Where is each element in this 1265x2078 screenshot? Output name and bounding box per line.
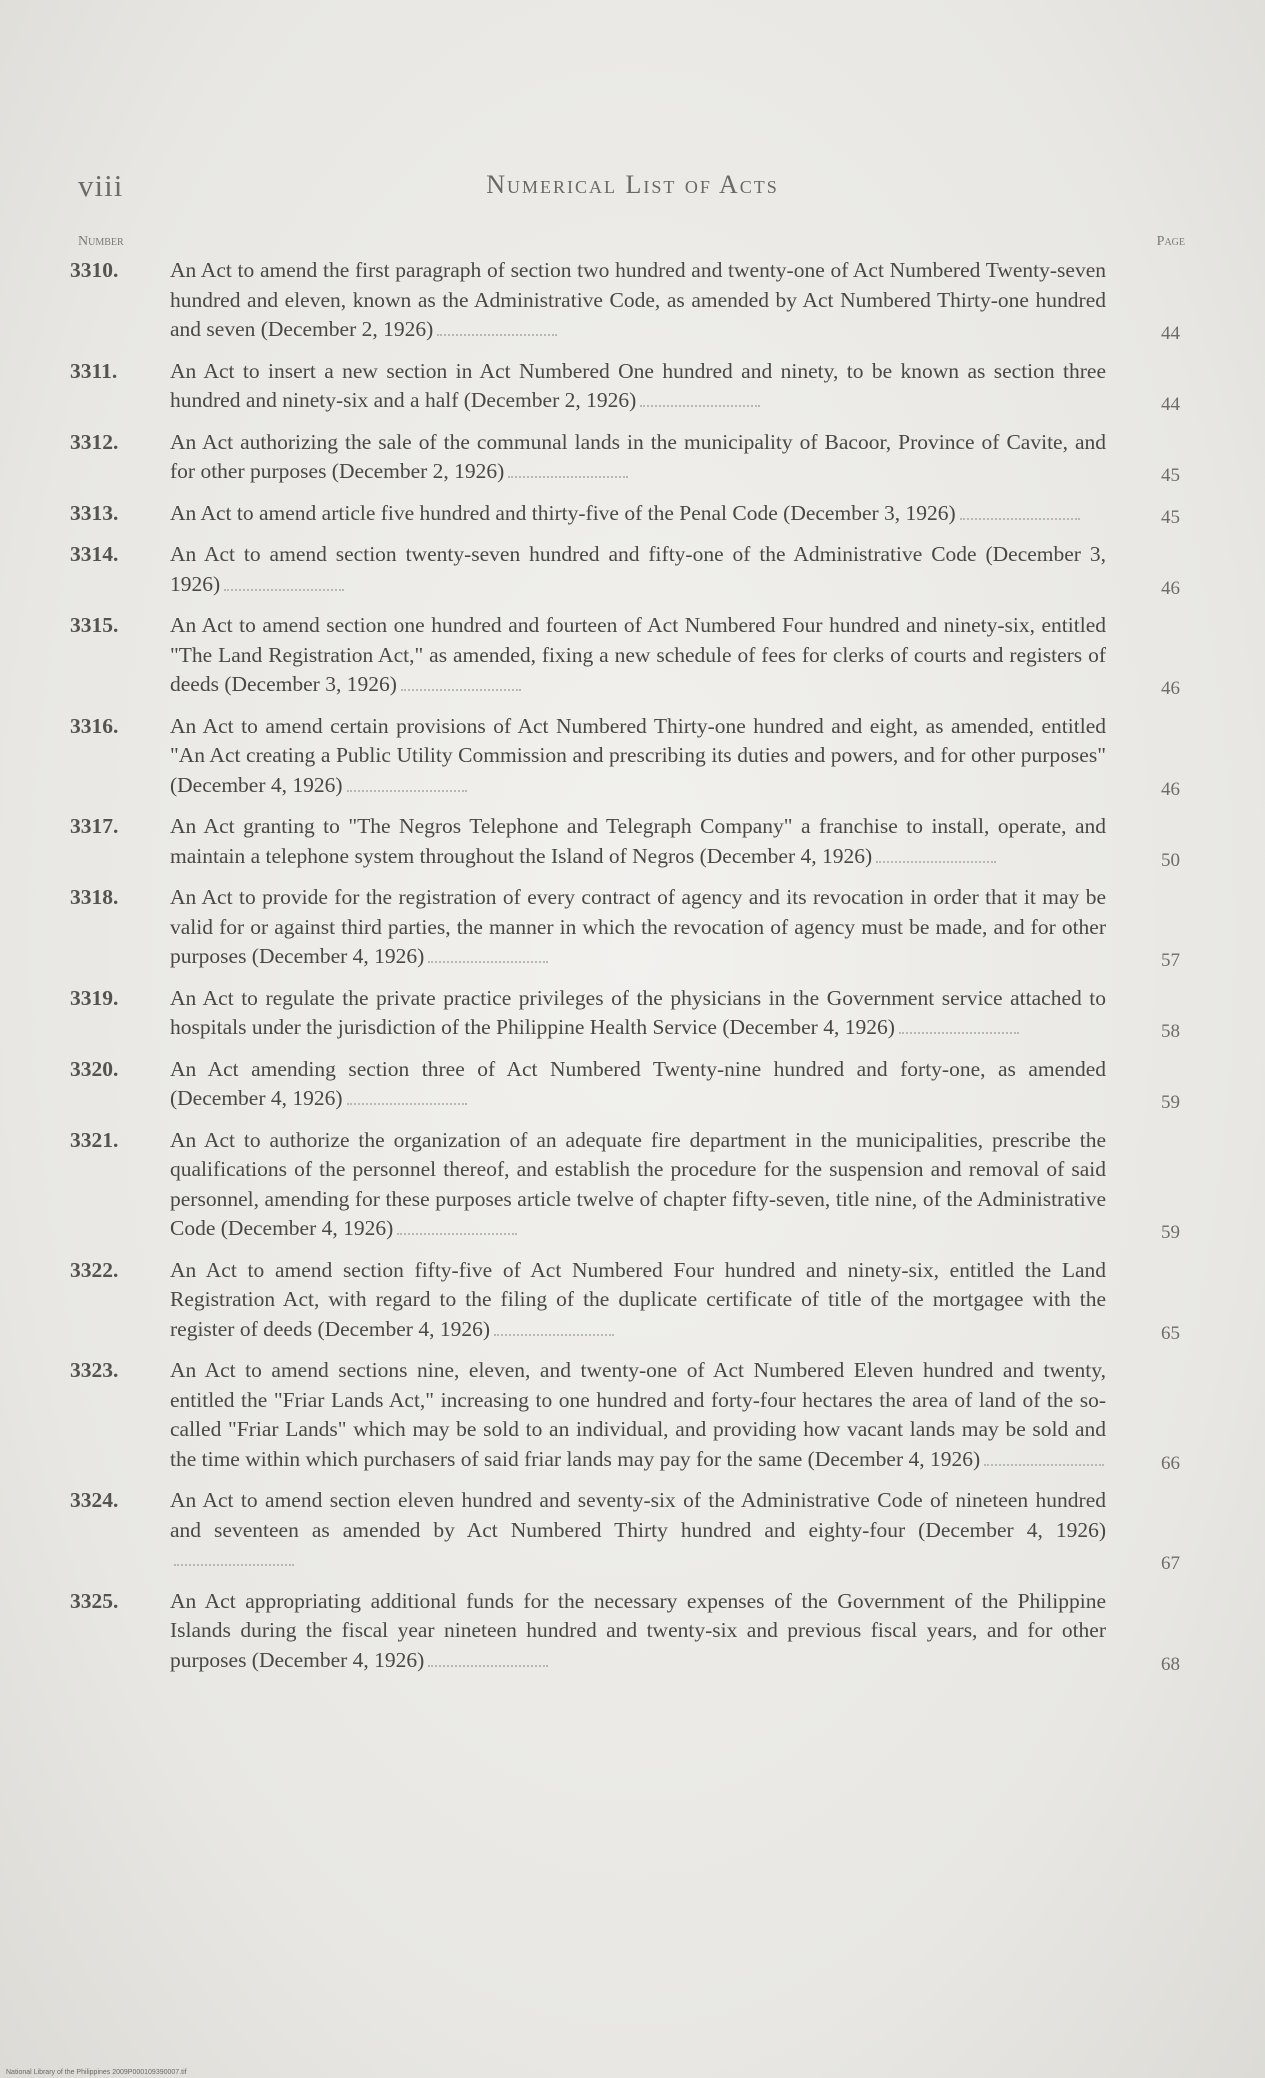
act-entry-3313 — [70, 499, 1180, 529]
act-entry-3314 — [70, 540, 1180, 599]
act-entry-3322 — [70, 1256, 1180, 1345]
act-number: 3314. — [70, 542, 119, 566]
act-page: 67 — [1161, 1553, 1180, 1574]
act-number: 3313. — [70, 500, 119, 525]
act-entry-3324 — [70, 1486, 1180, 1575]
act-page: 58 — [1161, 1021, 1180, 1042]
act-title: An Act to authorize the organization of an adequate fire department in the municipalities, prescribe the qualifications of the personnel thereof, and establish the procedure for the suspension and removal of said personnel, amending for these purposes article twelve of chapter fifty-seven, title nine, of the Administrative Code (December 4, 1926) — [170, 1127, 1106, 1240]
acts-list — [70, 256, 1180, 1687]
act-number: 3316. — [70, 713, 119, 738]
act-number: 3321. — [70, 1127, 119, 1152]
act-number: 3322. — [70, 1257, 119, 1282]
act-entry-3317 — [70, 812, 1180, 871]
leader-dots — [960, 512, 1080, 520]
act-title: An Act to insert a new section in Act Numbered One hundred and ninety, to be known as section three hundred and ninety-six and a half (December 2, 1926) — [170, 358, 1106, 412]
act-title: An Act to amend article five hundred and thirty-five of the Penal Code (December 3, 1926) — [170, 500, 956, 525]
act-number: 3320. — [70, 1056, 119, 1081]
leader-dots — [494, 1328, 614, 1336]
column-labels — [78, 234, 1185, 254]
act-entry-3319 — [70, 984, 1180, 1043]
act-entry-3311 — [70, 357, 1180, 416]
act-page: 45 — [1161, 465, 1180, 486]
act-page: 59 — [1161, 1222, 1180, 1243]
act-title: An Act to amend section twenty-seven hundred and fifty-one of the Administrative Code (December 3, 1926) — [170, 542, 1106, 596]
leader-dots — [437, 328, 557, 336]
leader-dots — [640, 399, 760, 407]
act-number: 3310. — [70, 258, 119, 282]
act-title: An Act to amend section one hundred and fourteen of Act Numbered Four hundred and ninety-six, entitled "The Land Registration Act," as amended, fixing a new schedule of fees for clerks of courts and registers of deeds (December 3, 1926) — [170, 613, 1106, 696]
page-column-label: Page — [1156, 234, 1185, 249]
act-title: An Act appropriating additional funds for the necessary expenses of the Government of the Philippine Islands during the fiscal year nineteen hundred and twenty-six and previous fiscal years, and for other purposes (December 4, 1926) — [170, 1588, 1106, 1672]
leader-dots — [428, 1659, 548, 1667]
number-column-label: Number — [78, 234, 124, 249]
leader-dots — [508, 470, 628, 478]
leader-dots — [397, 1227, 517, 1235]
act-title: An Act to amend sections nine, eleven, and twenty-one of Act Numbered Eleven hundred and twenty, entitled the "Friar Lands Act," increasing to one hundred and forty-four hectares the area of land of the so-called "Friar Lands" which may be sold to an individual, and providing how vacant lands may be sold and the time within which purchasers of said friar lands may pay for the same (December 4, 1926) — [170, 1358, 1106, 1471]
act-number: 3315. — [70, 613, 119, 637]
act-entry-3315 — [70, 611, 1180, 700]
act-page: 66 — [1161, 1452, 1180, 1474]
leader-dots — [401, 683, 521, 691]
act-title: An Act to amend section eleven hundred and seventy-six of the Administrative Code of nineteen hundred and seventeen as amended by Act Numbered Thirty hundred and eighty-four (December 4, 1926) — [170, 1488, 1106, 1542]
act-title: An Act to regulate the private practice privileges of the physicians in the Government service attached to hospitals under the jurisdiction of the Philippine Health Service (December 4, 1926) — [170, 985, 1106, 1039]
running-title: Numerical List of Acts — [486, 170, 779, 199]
act-number: 3323. — [70, 1358, 119, 1382]
scan-footer-note: National Library of the Philippines 2009P000109390007.tif — [6, 2069, 187, 2076]
page-folio: viii — [78, 168, 124, 203]
act-title: An Act amending section three of Act Numbered Twenty-nine hundred and forty-one, as amended (December 4, 1926) — [170, 1056, 1106, 1110]
act-entry-3320 — [70, 1055, 1180, 1114]
act-page: 46 — [1161, 577, 1180, 599]
act-page: 46 — [1161, 678, 1180, 699]
act-page: 45 — [1161, 506, 1180, 528]
leader-dots — [347, 1097, 467, 1105]
act-number: 3312. — [70, 429, 119, 454]
act-entry-3321 — [70, 1126, 1180, 1244]
act-page: 44 — [1161, 394, 1180, 415]
act-number: 3318. — [70, 885, 119, 909]
act-title: An Act to amend the first paragraph of section two hundred and twenty-one of Act Numbered Twenty-seven hundred and eleven, known as the Administrative Code, as amended by Act Numbered Thirty-one hundred and seven (December 2, 1926) — [170, 258, 1106, 341]
leader-dots — [174, 1558, 294, 1566]
act-entry-3325 — [70, 1587, 1180, 1676]
leader-dots — [428, 955, 548, 963]
act-entry-3310 — [70, 256, 1180, 345]
leader-dots — [224, 583, 344, 591]
act-page: 65 — [1161, 1322, 1180, 1344]
act-page: 59 — [1161, 1092, 1180, 1113]
leader-dots — [347, 784, 467, 792]
page-header — [78, 168, 1187, 208]
act-page: 68 — [1161, 1653, 1180, 1675]
leader-dots — [984, 1458, 1104, 1466]
act-number: 3317. — [70, 814, 119, 838]
act-title: An Act granting to "The Negros Telephone and Telegraph Company" a franchise to install, operate, and maintain a telephone system throughout the Island of Negros (December 4, 1926) — [170, 814, 1106, 868]
act-entry-3316 — [70, 712, 1180, 801]
act-title: An Act to amend section fifty-five of Act Numbered Four hundred and ninety-six, entitled the Land Registration Act, with regard to the filing of the duplicate certificate of title of the mortgagee with the register of deeds (December 4, 1926) — [170, 1257, 1106, 1341]
act-title: An Act to amend certain provisions of Act Numbered Thirty-one hundred and eight, as amended, entitled "An Act creating a Public Utility Commission and prescribing its duties and powers, and for other purposes" (December 4, 1926) — [170, 713, 1106, 797]
act-number: 3311. — [70, 358, 118, 383]
act-number: 3324. — [70, 1488, 119, 1512]
act-entry-3323 — [70, 1356, 1180, 1474]
act-page: 57 — [1161, 950, 1180, 971]
act-page: 44 — [1161, 323, 1180, 344]
leader-dots — [876, 855, 996, 863]
leader-dots — [899, 1026, 1019, 1034]
act-entry-3312 — [70, 428, 1180, 487]
act-title: An Act authorizing the sale of the communal lands in the municipality of Bacoor, Province of Cavite, and for other purposes (December 2, 1926) — [170, 429, 1106, 483]
act-number: 3325. — [70, 1588, 119, 1613]
act-number: 3319. — [70, 985, 119, 1010]
act-page: 46 — [1161, 778, 1180, 800]
act-title: An Act to provide for the registration of every contract of agency and its revocation in order that it may be valid for or against third parties, the manner in which the revocation of agency must be made, and for other purposes (December 4, 1926) — [170, 885, 1106, 968]
act-page: 50 — [1161, 849, 1180, 871]
act-entry-3318 — [70, 883, 1180, 972]
